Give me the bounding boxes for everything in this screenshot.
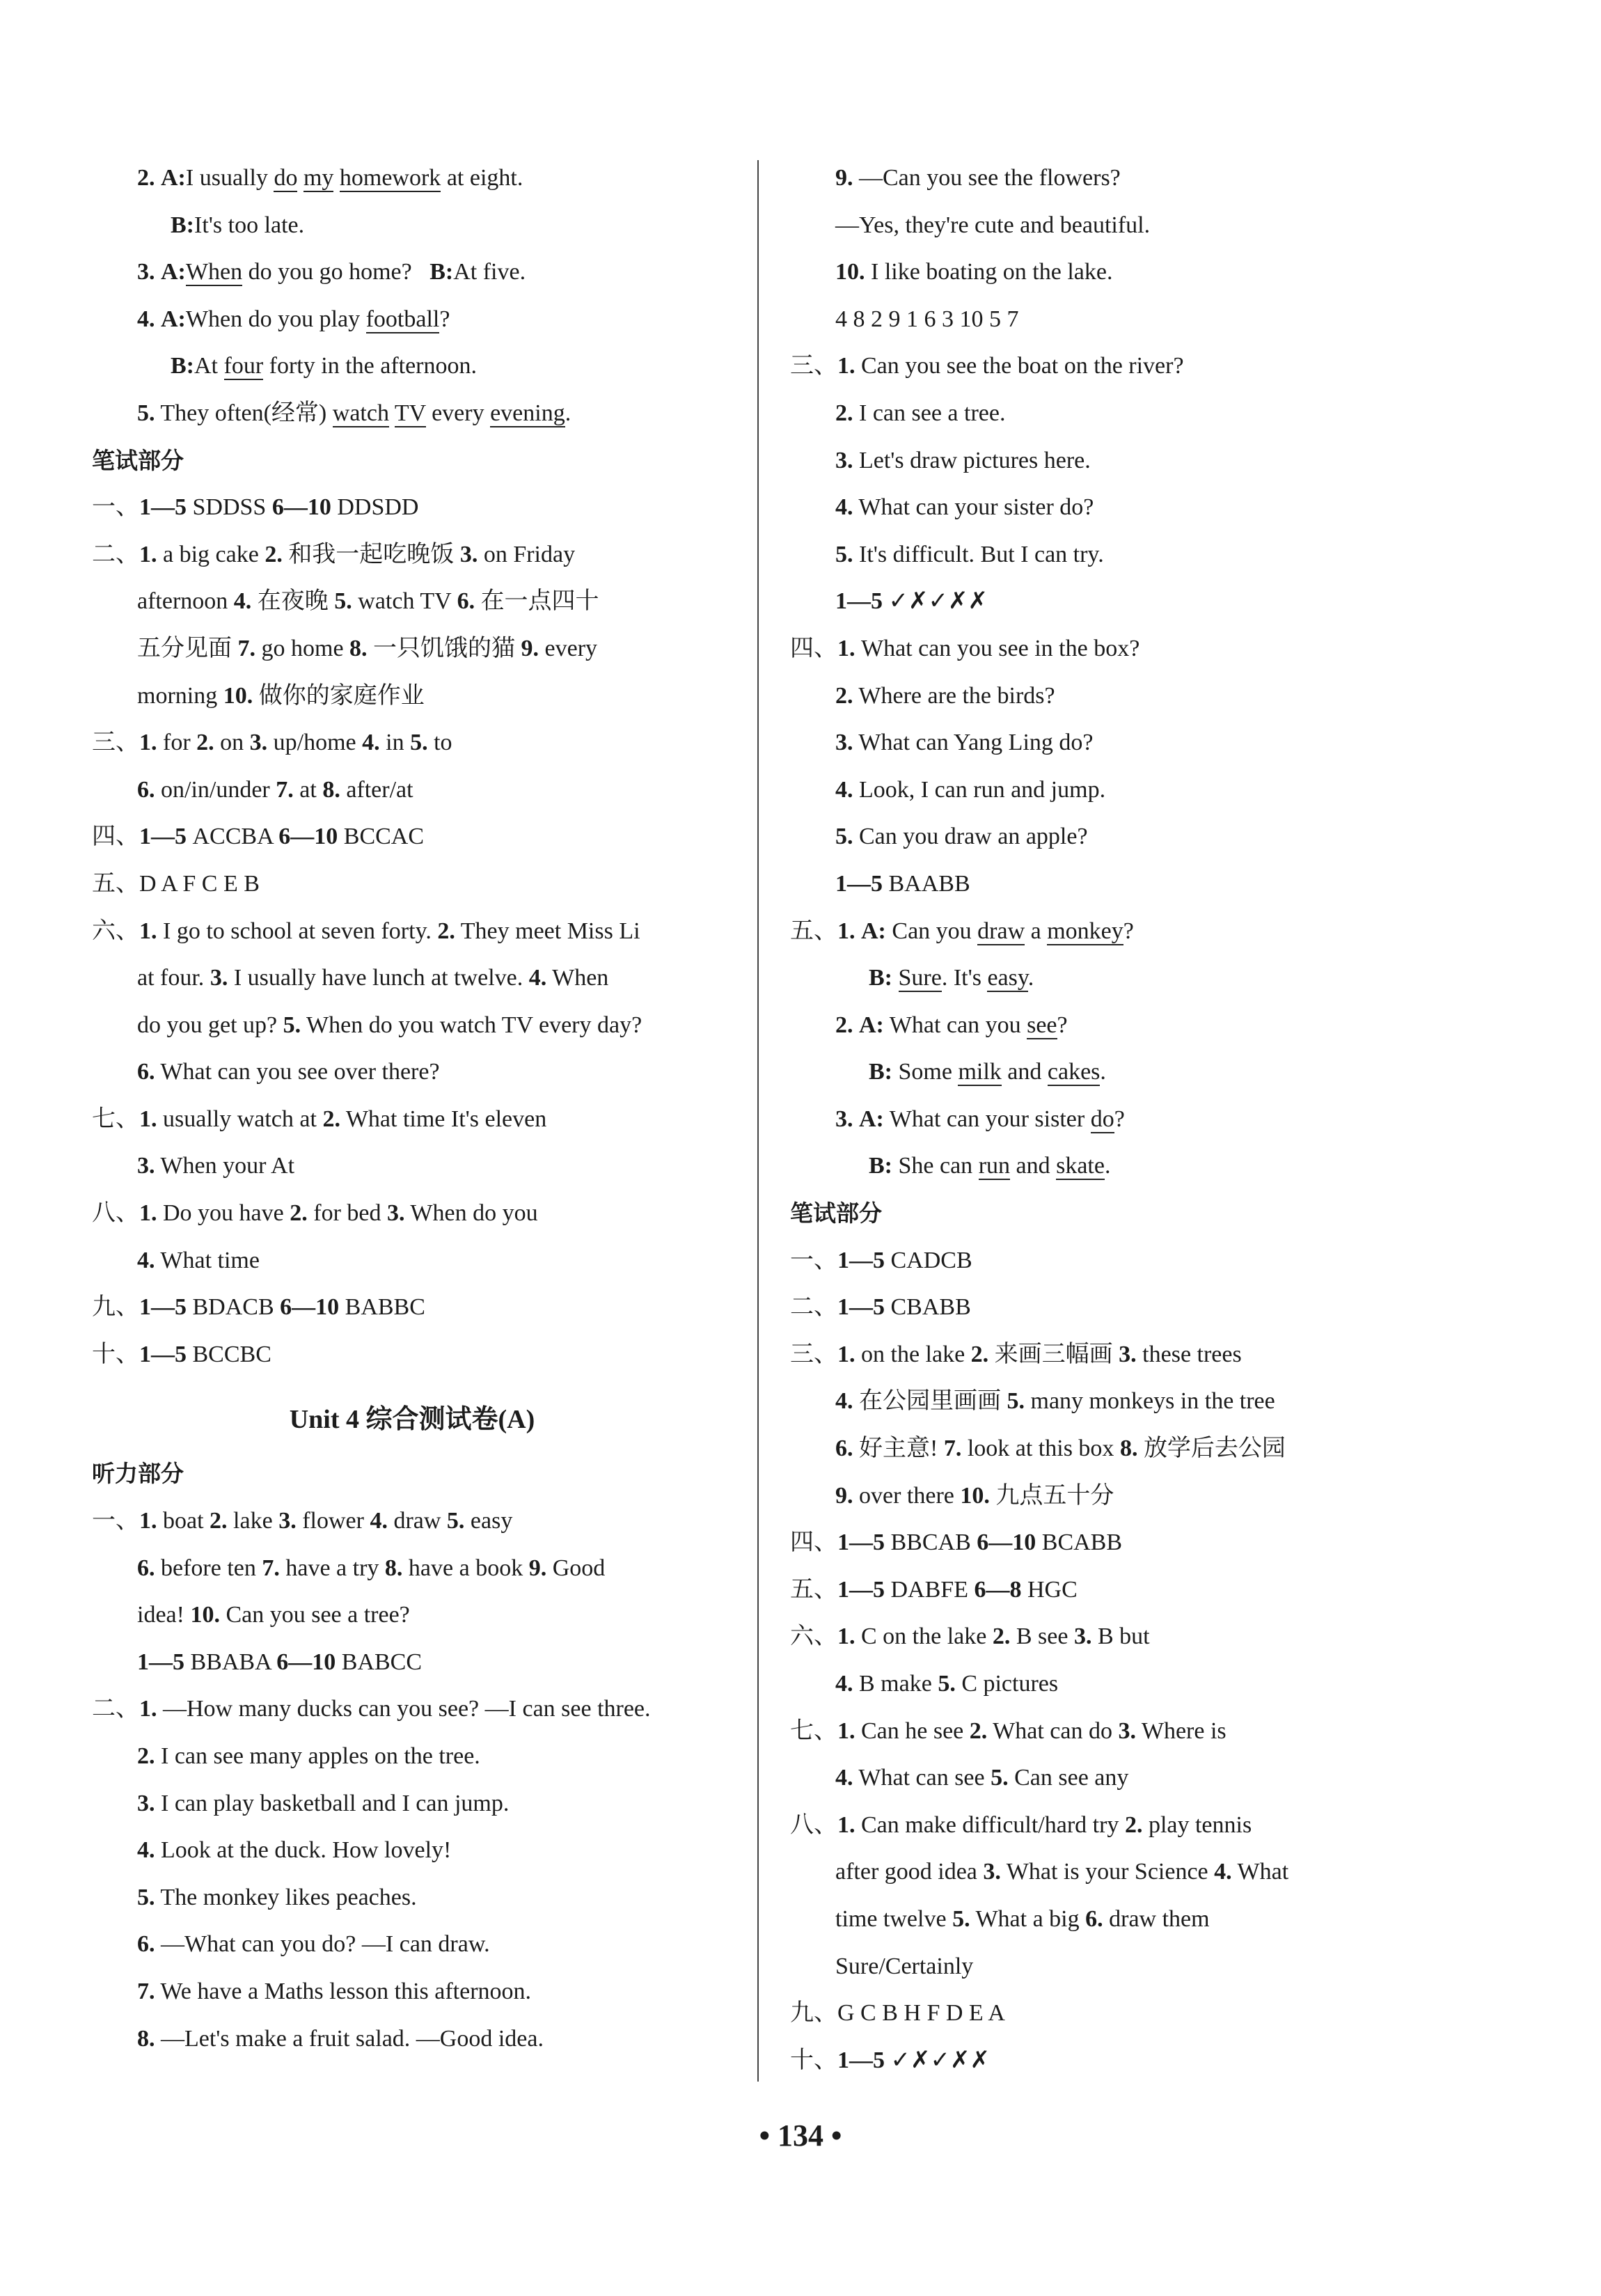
answer-line: 九、G C B H F D E A bbox=[790, 2000, 1005, 2027]
answer-line: 3. Let's draw pictures here. bbox=[835, 447, 1091, 473]
answer-line: 1—5 BBABA 6—10 BABCC bbox=[137, 1649, 423, 1675]
answer-line: 4. What can see 5. Can see any bbox=[835, 1765, 1129, 1791]
answer-line: 五、D A F C E B bbox=[92, 870, 260, 897]
answer-line: 1—5 BAABB bbox=[835, 870, 970, 897]
answer-line: 十、1—5 ✓✗✓✗✗ bbox=[790, 2047, 990, 2073]
answer-line: 4. B make 5. C pictures bbox=[835, 1671, 1059, 1697]
answer-line: after good idea 3. What is your Science 4. What bbox=[835, 1859, 1289, 1885]
check-x-marks: ✓✗✓✗✗ bbox=[890, 2047, 990, 2073]
answer-line: 5. The monkey likes peaches. bbox=[137, 1884, 417, 1910]
answer-line: idea! 10. Can you see a tree? bbox=[137, 1602, 410, 1628]
answer-line: 2. A: What can you see? bbox=[835, 1012, 1068, 1038]
answer-line: afternoon 4. 在夜晚 5. watch TV 6. 在一点四十 bbox=[137, 588, 599, 615]
answer-line: 4. Look at the duck. How lovely! bbox=[137, 1837, 452, 1864]
answer-line: 十、1—5 BCCBC bbox=[92, 1341, 271, 1367]
answer-line: 七、1. Can he see 2. What can do 3. Where is bbox=[790, 1717, 1227, 1744]
answer-line: B: Sure. It's easy. bbox=[869, 965, 1034, 991]
answer-line: morning 10. 做你的家庭作业 bbox=[137, 682, 425, 709]
page-number: • 134 • bbox=[759, 2118, 842, 2153]
answer-line: 6. on/in/under 7. at 8. after/at bbox=[137, 776, 413, 803]
answer-line: 5. They often(经常) watch TV every evening. bbox=[137, 400, 571, 426]
answer-line: 7. We have a Maths lesson this afternoon. bbox=[137, 1978, 532, 2004]
answer-line: 八、1. Do you have 2. for bed 3. When do you bbox=[92, 1200, 538, 1227]
answer-line: 1—5 ✓✗✓✗✗ bbox=[835, 588, 988, 615]
answer-line: 8. —Let's make a fruit salad. —Good idea. bbox=[137, 2025, 544, 2052]
answer-line: 9. —Can you see the flowers? bbox=[835, 165, 1121, 191]
answer-line: 四、1—5 ACCBA 6—10 BCCAC bbox=[92, 824, 425, 850]
answer-line: time twelve 5. What a big 6. draw them bbox=[835, 1905, 1210, 1932]
answer-line: do you get up? 5. When do you watch TV every day? bbox=[137, 1012, 642, 1038]
answer-line: 3. What can Yang Ling do? bbox=[835, 730, 1094, 756]
answer-line: —Yes, they're cute and beautiful. bbox=[835, 212, 1151, 238]
answer-line: 三、1. for 2. on 3. up/home 4. in 5. to bbox=[92, 730, 452, 756]
answer-line: 五、1. A: Can you draw a monkey? bbox=[790, 918, 1134, 944]
answer-line: 3. A:When do you go home? B:At five. bbox=[137, 259, 526, 285]
answer-line: 一、1. boat 2. lake 3. flower 4. draw 5. easy bbox=[92, 1508, 513, 1534]
section-heading: 笔试部分 bbox=[790, 1200, 882, 1227]
column-divider bbox=[757, 160, 759, 2082]
answer-line: 二、1. a big cake 2. 和我一起吃晚饭 3. on Friday bbox=[92, 541, 576, 567]
answer-line: at four. 3. I usually have lunch at twelve. 4. When bbox=[137, 965, 609, 991]
answer-line: 5. Can you draw an apple? bbox=[835, 824, 1088, 850]
answer-line: 四、1. What can you see in the box? bbox=[790, 635, 1140, 661]
answer-line: 九、1—5 BDACB 6—10 BABBC bbox=[92, 1294, 425, 1321]
answer-line: B: She can run and skate. bbox=[869, 1153, 1111, 1179]
answer-line: 10. I like boating on the lake. bbox=[835, 259, 1113, 285]
check-x-marks: ✓✗✓✗✗ bbox=[888, 588, 988, 615]
answer-line: 2. Where are the birds? bbox=[835, 682, 1055, 709]
answer-line: 三、1. Can you see the boat on the river? bbox=[790, 353, 1184, 379]
answer-line: 3. I can play basketball and I can jump. bbox=[137, 1790, 510, 1816]
answer-line: 一、1—5 CADCB bbox=[790, 1247, 972, 1273]
answer-line: 4. A:When do you play football? bbox=[137, 306, 450, 332]
answer-line: 一、1—5 SDDSS 6—10 DDSDD bbox=[92, 494, 419, 521]
answer-line: B: Some milk and cakes. bbox=[869, 1059, 1106, 1085]
answer-line: 八、1. Can make difficult/hard try 2. play tennis bbox=[790, 1811, 1252, 1838]
answer-line: 3. A: What can your sister do? bbox=[835, 1106, 1125, 1132]
section-heading: 笔试部分 bbox=[92, 446, 184, 474]
answer-line: 2. I can see many apples on the tree. bbox=[137, 1743, 480, 1769]
answer-line: 二、1. —How many ducks can you see? —I can see three. bbox=[92, 1696, 651, 1722]
answer-line: B:At four forty in the afternoon. bbox=[171, 353, 478, 379]
answer-line: 二、1—5 CBABB bbox=[790, 1294, 971, 1321]
section-heading: 听力部分 bbox=[92, 1460, 184, 1488]
answer-line: 2. A:I usually do my homework at eight. bbox=[137, 165, 523, 191]
answer-line: 4. What can your sister do? bbox=[835, 494, 1094, 521]
answer-line: 4 8 2 9 1 6 3 10 5 7 bbox=[835, 306, 1019, 332]
answer-line: 5. It's difficult. But I can try. bbox=[835, 541, 1104, 567]
answer-line: 2. I can see a tree. bbox=[835, 400, 1006, 426]
answer-line: 6. before ten 7. have a try 8. have a book 9. Good bbox=[137, 1555, 606, 1581]
answer-line: Sure/Certainly bbox=[835, 1953, 974, 1979]
answer-line: 五、1—5 DABFE 6—8 HGC bbox=[790, 1576, 1078, 1603]
right-column bbox=[790, 155, 1444, 2084]
answer-line: 4. What time bbox=[137, 1247, 260, 1273]
answer-line: 3. When your At bbox=[137, 1153, 295, 1179]
answer-line: 6. What can you see over there? bbox=[137, 1059, 440, 1085]
answer-line: 6. 好主意! 7. look at this box 8. 放学后去公园 bbox=[835, 1436, 1286, 1462]
answer-line: 七、1. usually watch at 2. What time It's eleven bbox=[92, 1106, 547, 1132]
answer-line: 四、1—5 BBCAB 6—10 BCABB bbox=[790, 1530, 1123, 1556]
answer-line: 六、1. I go to school at seven forty. 2. They meet Miss Li bbox=[92, 918, 640, 944]
answer-line: 三、1. on the lake 2. 来画三幅画 3. these trees bbox=[790, 1341, 1242, 1367]
answer-line: 6. —What can you do? —I can draw. bbox=[137, 1931, 490, 1958]
answer-line: 五分见面 7. go home 8. 一只饥饿的猫 9. every bbox=[137, 635, 598, 661]
answer-line: 9. over there 10. 九点五十分 bbox=[835, 1482, 1114, 1509]
answer-line: 4. 在公园里画画 5. many monkeys in the tree bbox=[835, 1388, 1275, 1415]
answer-line: B:It's too late. bbox=[171, 212, 305, 238]
answer-line: 4. Look, I can run and jump. bbox=[835, 776, 1106, 803]
answer-line: 六、1. C on the lake 2. B see 3. B but bbox=[790, 1623, 1150, 1650]
left-column bbox=[92, 155, 732, 2062]
unit-title: Unit 4 综合测试卷(A) bbox=[289, 1405, 535, 1435]
